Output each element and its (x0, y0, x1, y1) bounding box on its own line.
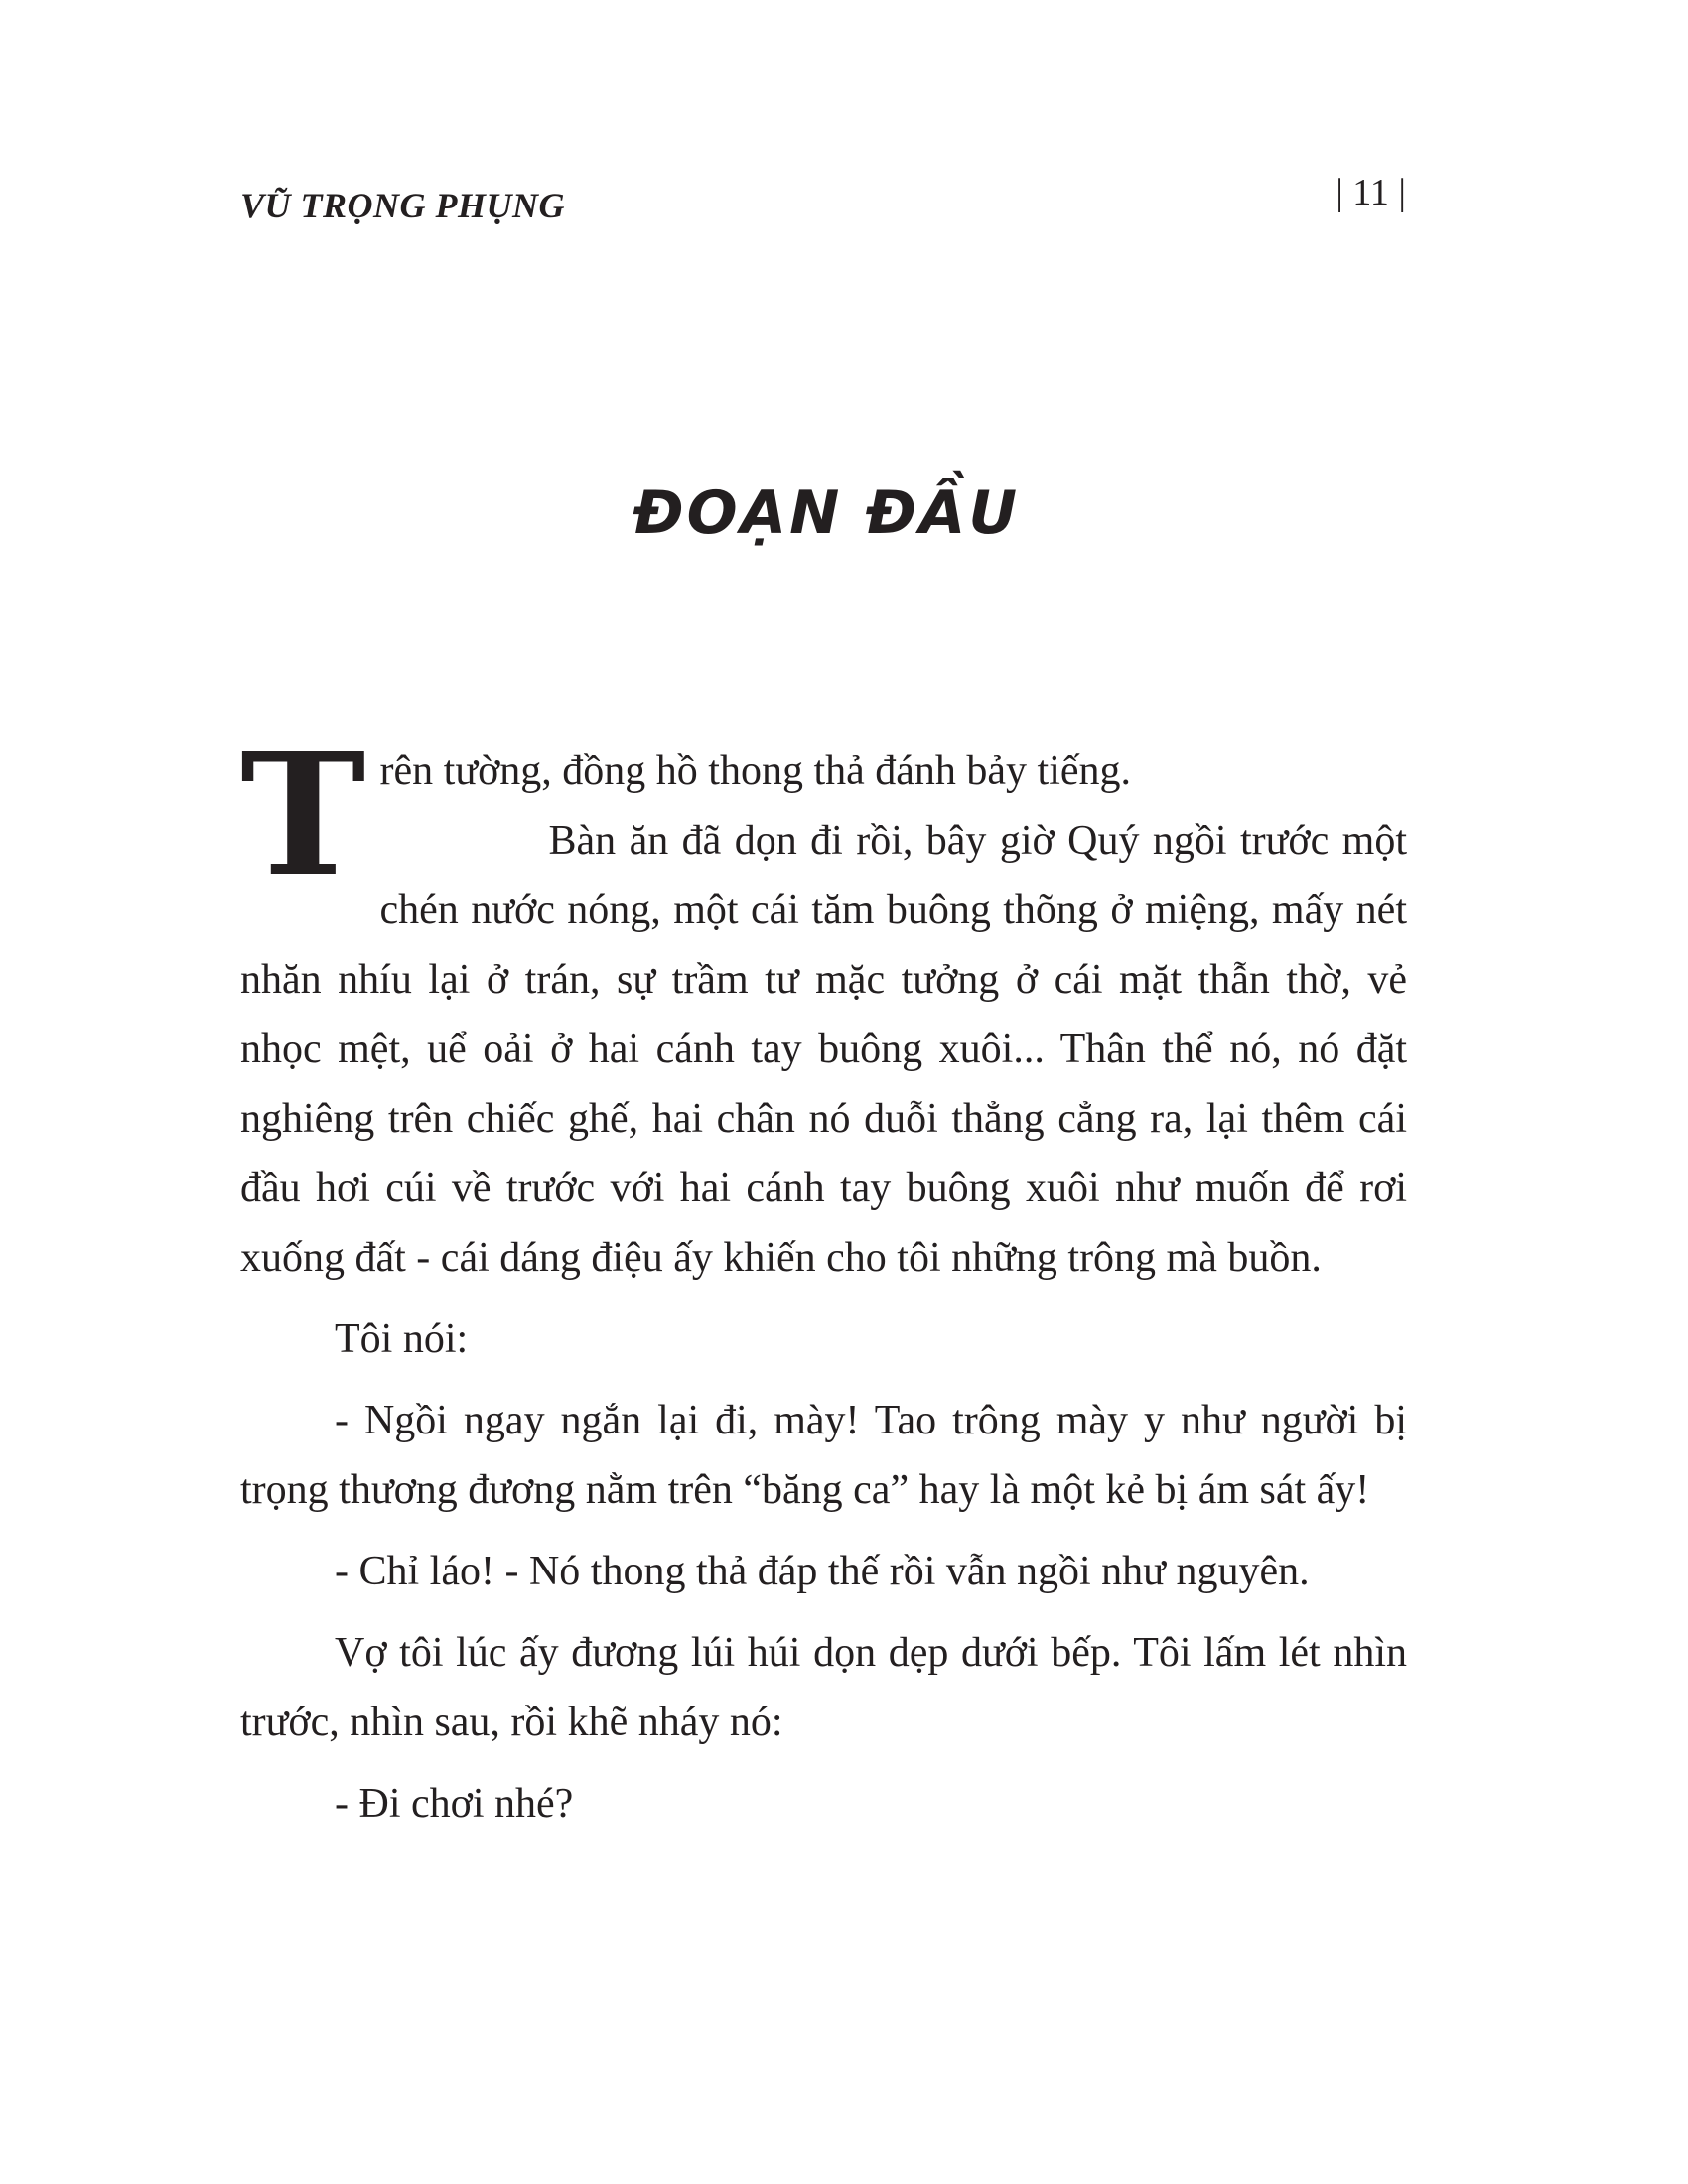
paragraph: Vợ tôi lúc ấy đương lúi húi dọn dẹp dưới bếp. Tôi lấm lét nhìn trước, nhìn sau, rồi khẽ nháy nó: (240, 1630, 1407, 1745)
body-text (240, 716, 1407, 1850)
paragraph: Tôi nói: (335, 1316, 469, 1362)
page-number: | 11 | (1336, 172, 1406, 213)
paragraph: - Chỉ láo! - Nó thong thả đáp thế rồi vẫn ngồi như nguyên. (335, 1549, 1310, 1594)
drop-cap: T (240, 716, 366, 914)
running-head-author: VŨ TRỌNG PHỤNG (240, 186, 565, 225)
paragraph: - Đi chơi nhé? (335, 1781, 574, 1827)
opening-paragraph (240, 716, 1407, 1293)
chapter-title: ĐOẠN ĐẦU (633, 478, 1021, 548)
paragraph: - Ngồi ngay ngắn lại đi, mày! Tao trông mày y như người bị trọng thương đương nằm trên “băng ca” hay là một kẻ bị ám sát ấy! (240, 1398, 1407, 1513)
opening-line: rên tường, đồng hồ thong thả đánh bảy tiếng. (379, 749, 1132, 794)
opening-paragraph-text: Bàn ăn đã dọn đi rồi, bây giờ Quý ngồi trước một chén nước nóng, một cái tăm buông thõng ở miệng, mấy nét nhăn nhíu lại ở trán, sự trầm tư mặc tưởng ở cái mặt thẫn thờ, vẻ nhọc mệt, uể oải ở hai cánh tay buông xuôi... Thân thể nó, nó đặt nghiêng trên chiếc ghế, hai chân nó duỗi thẳng cẳng ra, lại thêm cái đầu hơi cúi về trước với hai cánh tay buông xuôi như muốn để rơi xuống đất - cái dáng điệu ấy khiến cho tôi những trông mà buồn. (240, 818, 1407, 1281)
